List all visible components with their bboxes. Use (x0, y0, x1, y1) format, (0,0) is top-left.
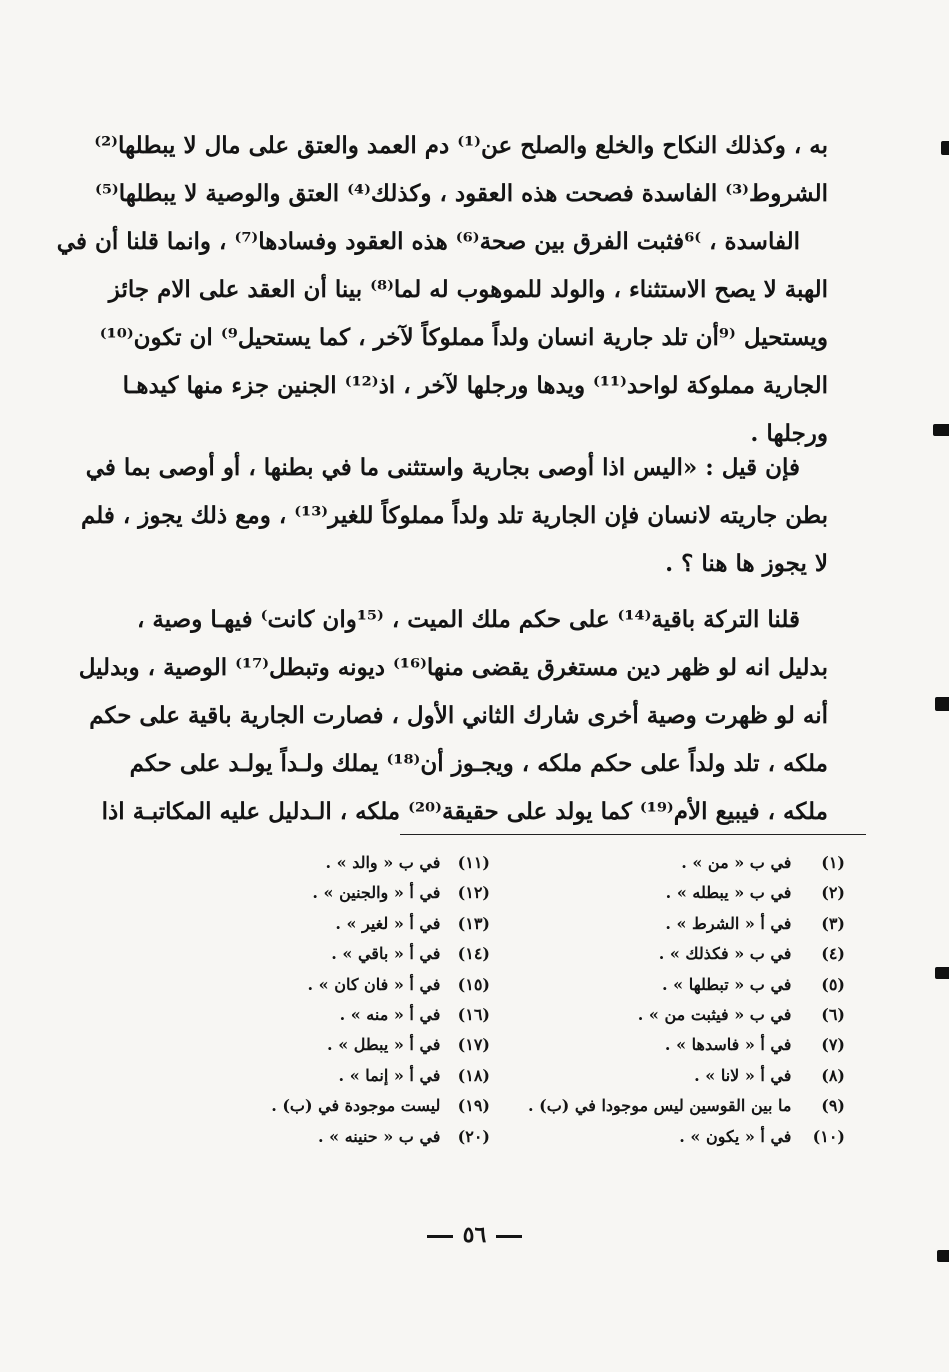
footnote-number: (١٧) (457, 1035, 490, 1055)
text-line: الفاسدة ، ⁾⁶فثبت الفرق بين صحة⁽⁶⁾ هذه العقود وفسادها⁽⁷⁾ ، وانما قلنا أن في (56, 228, 800, 255)
footnote-item (250, 848, 490, 878)
text-line: ورجلها . (750, 420, 828, 447)
footnote-item (250, 970, 490, 1000)
footnote-number: (٢) (821, 883, 845, 903)
footnote-number: (١٠) (812, 1126, 845, 1146)
footnote-number: (٥) (821, 974, 845, 994)
text-line: ويستحيل ⁽⁹أن تلد جارية انسان ولداً مملوكاً لآخر ، كما يستحيل⁹⁾ ان تكون⁽¹⁰⁾ (99, 324, 828, 351)
footnote-item (250, 1000, 490, 1030)
footnote-item (520, 1000, 845, 1030)
footnote-item (250, 909, 490, 939)
footnote-text: في أ « لانا » . (694, 1065, 792, 1085)
footnote-number: (٧) (821, 1035, 845, 1055)
footnote-text: في ب « فيثبت من » . (637, 1005, 792, 1025)
page-number-value: ٥٦ (462, 1222, 487, 1248)
footnote-number: (٢٠) (457, 1126, 490, 1146)
margin-mark (935, 697, 949, 711)
footnote-text: في ب « والد » . (325, 853, 441, 872)
footnote-divider (400, 834, 866, 835)
footnote-text: في أ « يبطل » . (327, 1035, 441, 1055)
margin-mark (937, 1250, 949, 1262)
page-number (0, 1222, 949, 1248)
footnote-text: في أ « فاسدها » . (664, 1035, 792, 1055)
footnotes-right-column (520, 848, 845, 1152)
footnote-number: (١٥) (457, 974, 490, 994)
footnote-number: (١٨) (457, 1065, 490, 1085)
footnote-item (520, 909, 845, 939)
paragraph-1 (56, 122, 828, 458)
footnote-item (520, 939, 845, 969)
footnote-text: ليست موجودة في (ب) . (271, 1096, 441, 1116)
footnote-item (250, 1061, 490, 1091)
footnote-number: (٨) (821, 1065, 845, 1085)
text-line: الشروط⁽³⁾ الفاسدة فصحت هذه العقود ، وكذلك⁽⁴⁾ العتق والوصية لا يبطلها⁽⁵⁾ (94, 180, 828, 207)
footnote-text: في أ « فان كان » . (307, 974, 441, 994)
footnote-number: (٣) (821, 913, 845, 933)
footnote-number: (١١) (457, 853, 490, 872)
text-line: الهبة لا يصح الاستثناء ، والولد للموهوب له لما⁽⁸⁾ بينا أن العقد على الام جائز (108, 276, 828, 303)
text-line: أنه لو ظهرت وصية أخرى شارك الثاني الأول ، فصارت الجارية باقية على حكم (89, 702, 828, 729)
footnote-item (520, 1030, 845, 1060)
page-number-dash-right (496, 1235, 522, 1238)
footnote-item (520, 1061, 845, 1091)
footnote-text: في أ « الشرط » . (665, 913, 792, 933)
text-line: بطن جاريته لانسان فإن الجارية تلد ولداً مملوكاً للغير⁽¹³⁾ ، ومع ذلك يجوز ، فلم (80, 502, 828, 529)
footnote-text: في أ « يكون » . (679, 1126, 792, 1146)
footnote-text: في ب « من » . (681, 853, 792, 872)
footnote-item (250, 1091, 490, 1121)
footnote-number: (١٣) (457, 913, 490, 933)
footnote-text: ما بين القوسين ليس موجودا في (ب) . (528, 1096, 792, 1116)
paragraph-3 (78, 596, 828, 836)
text-line: ملكه ، تلد ولداً على حكم ملكه ، ويجـوز أن⁽¹⁸⁾ يملك ولـداً يولـد على حكم (129, 750, 828, 777)
footnote-item (250, 939, 490, 969)
footnote-number: (٤) (821, 944, 845, 964)
footnote-text: في أ « منه » . (339, 1005, 441, 1025)
footnote-text: في أ « باقي » . (331, 944, 441, 964)
footnote-number: (١) (821, 853, 845, 872)
footnote-number: (١٤) (457, 944, 490, 964)
footnote-text: في ب « حنينه » . (318, 1126, 441, 1146)
footnote-number: (٩) (821, 1096, 845, 1116)
text-line: ملكه ، فيبيع الأم⁽¹⁹⁾ كما يولد على حقيقة⁽²⁰⁾ ملكه ، الـدليل عليه المكاتبـة اذا (101, 798, 828, 825)
text-line: فإن قيل : «اليس اذا أوصى بجارية واستثنى ما في بطنها ، أو أوصى بما في (85, 454, 800, 481)
footnote-text: في ب « يبطله » . (665, 883, 792, 903)
footnote-item (250, 878, 490, 908)
text-line: به ، وكذلك النكاح والخلع والصلح عن⁽¹⁾ دم العمد والعتق على مال لا يبطلها⁽²⁾ (94, 132, 828, 159)
text-line: الجارية مملوكة لواحد⁽¹¹⁾ ويدها ورجلها لآخر ، اذ⁽¹²⁾ الجنين جزء منها كيدهـا (122, 372, 828, 399)
page-number-dash-left (427, 1235, 453, 1238)
footnote-item (520, 1122, 845, 1152)
paragraph-2 (80, 444, 828, 588)
footnote-item (520, 1091, 845, 1121)
footnote-text: في أ « إنما » . (338, 1065, 441, 1085)
margin-mark (933, 424, 949, 436)
footnote-number: (٦) (821, 1005, 845, 1025)
text-line: قلنا التركة باقية⁽¹⁴⁾ على حكم ملك الميت ، ⁽¹⁵وان كانت⁾ فيهـا وصية ، (136, 606, 800, 633)
footnote-text: في ب « فكذلك » . (658, 944, 792, 964)
footnote-item (520, 848, 845, 878)
footnote-number: (١٩) (457, 1096, 490, 1116)
footnote-number: (١٢) (457, 883, 490, 903)
margin-mark (941, 141, 949, 155)
text-line: لا يجوز ها هنا ؟ . (665, 550, 828, 577)
footnotes-left-column (250, 848, 490, 1152)
text-line: بدليل انه لو ظهر دين مستغرق يقضى منها⁽¹⁶⁾ ديونه وتبطل⁽¹⁷⁾ الوصية ، وبدليل (78, 654, 828, 681)
footnote-item (250, 1122, 490, 1152)
footnote-item (520, 970, 845, 1000)
footnote-text: في ب « تبطلها » . (662, 974, 792, 994)
footnote-item (520, 878, 845, 908)
margin-mark (935, 967, 949, 979)
footnote-text: في أ « لغير » . (335, 913, 441, 933)
footnote-item (250, 1030, 490, 1060)
footnote-number: (١٦) (457, 1005, 490, 1025)
footnote-text: في أ « والجنين » . (312, 883, 441, 903)
